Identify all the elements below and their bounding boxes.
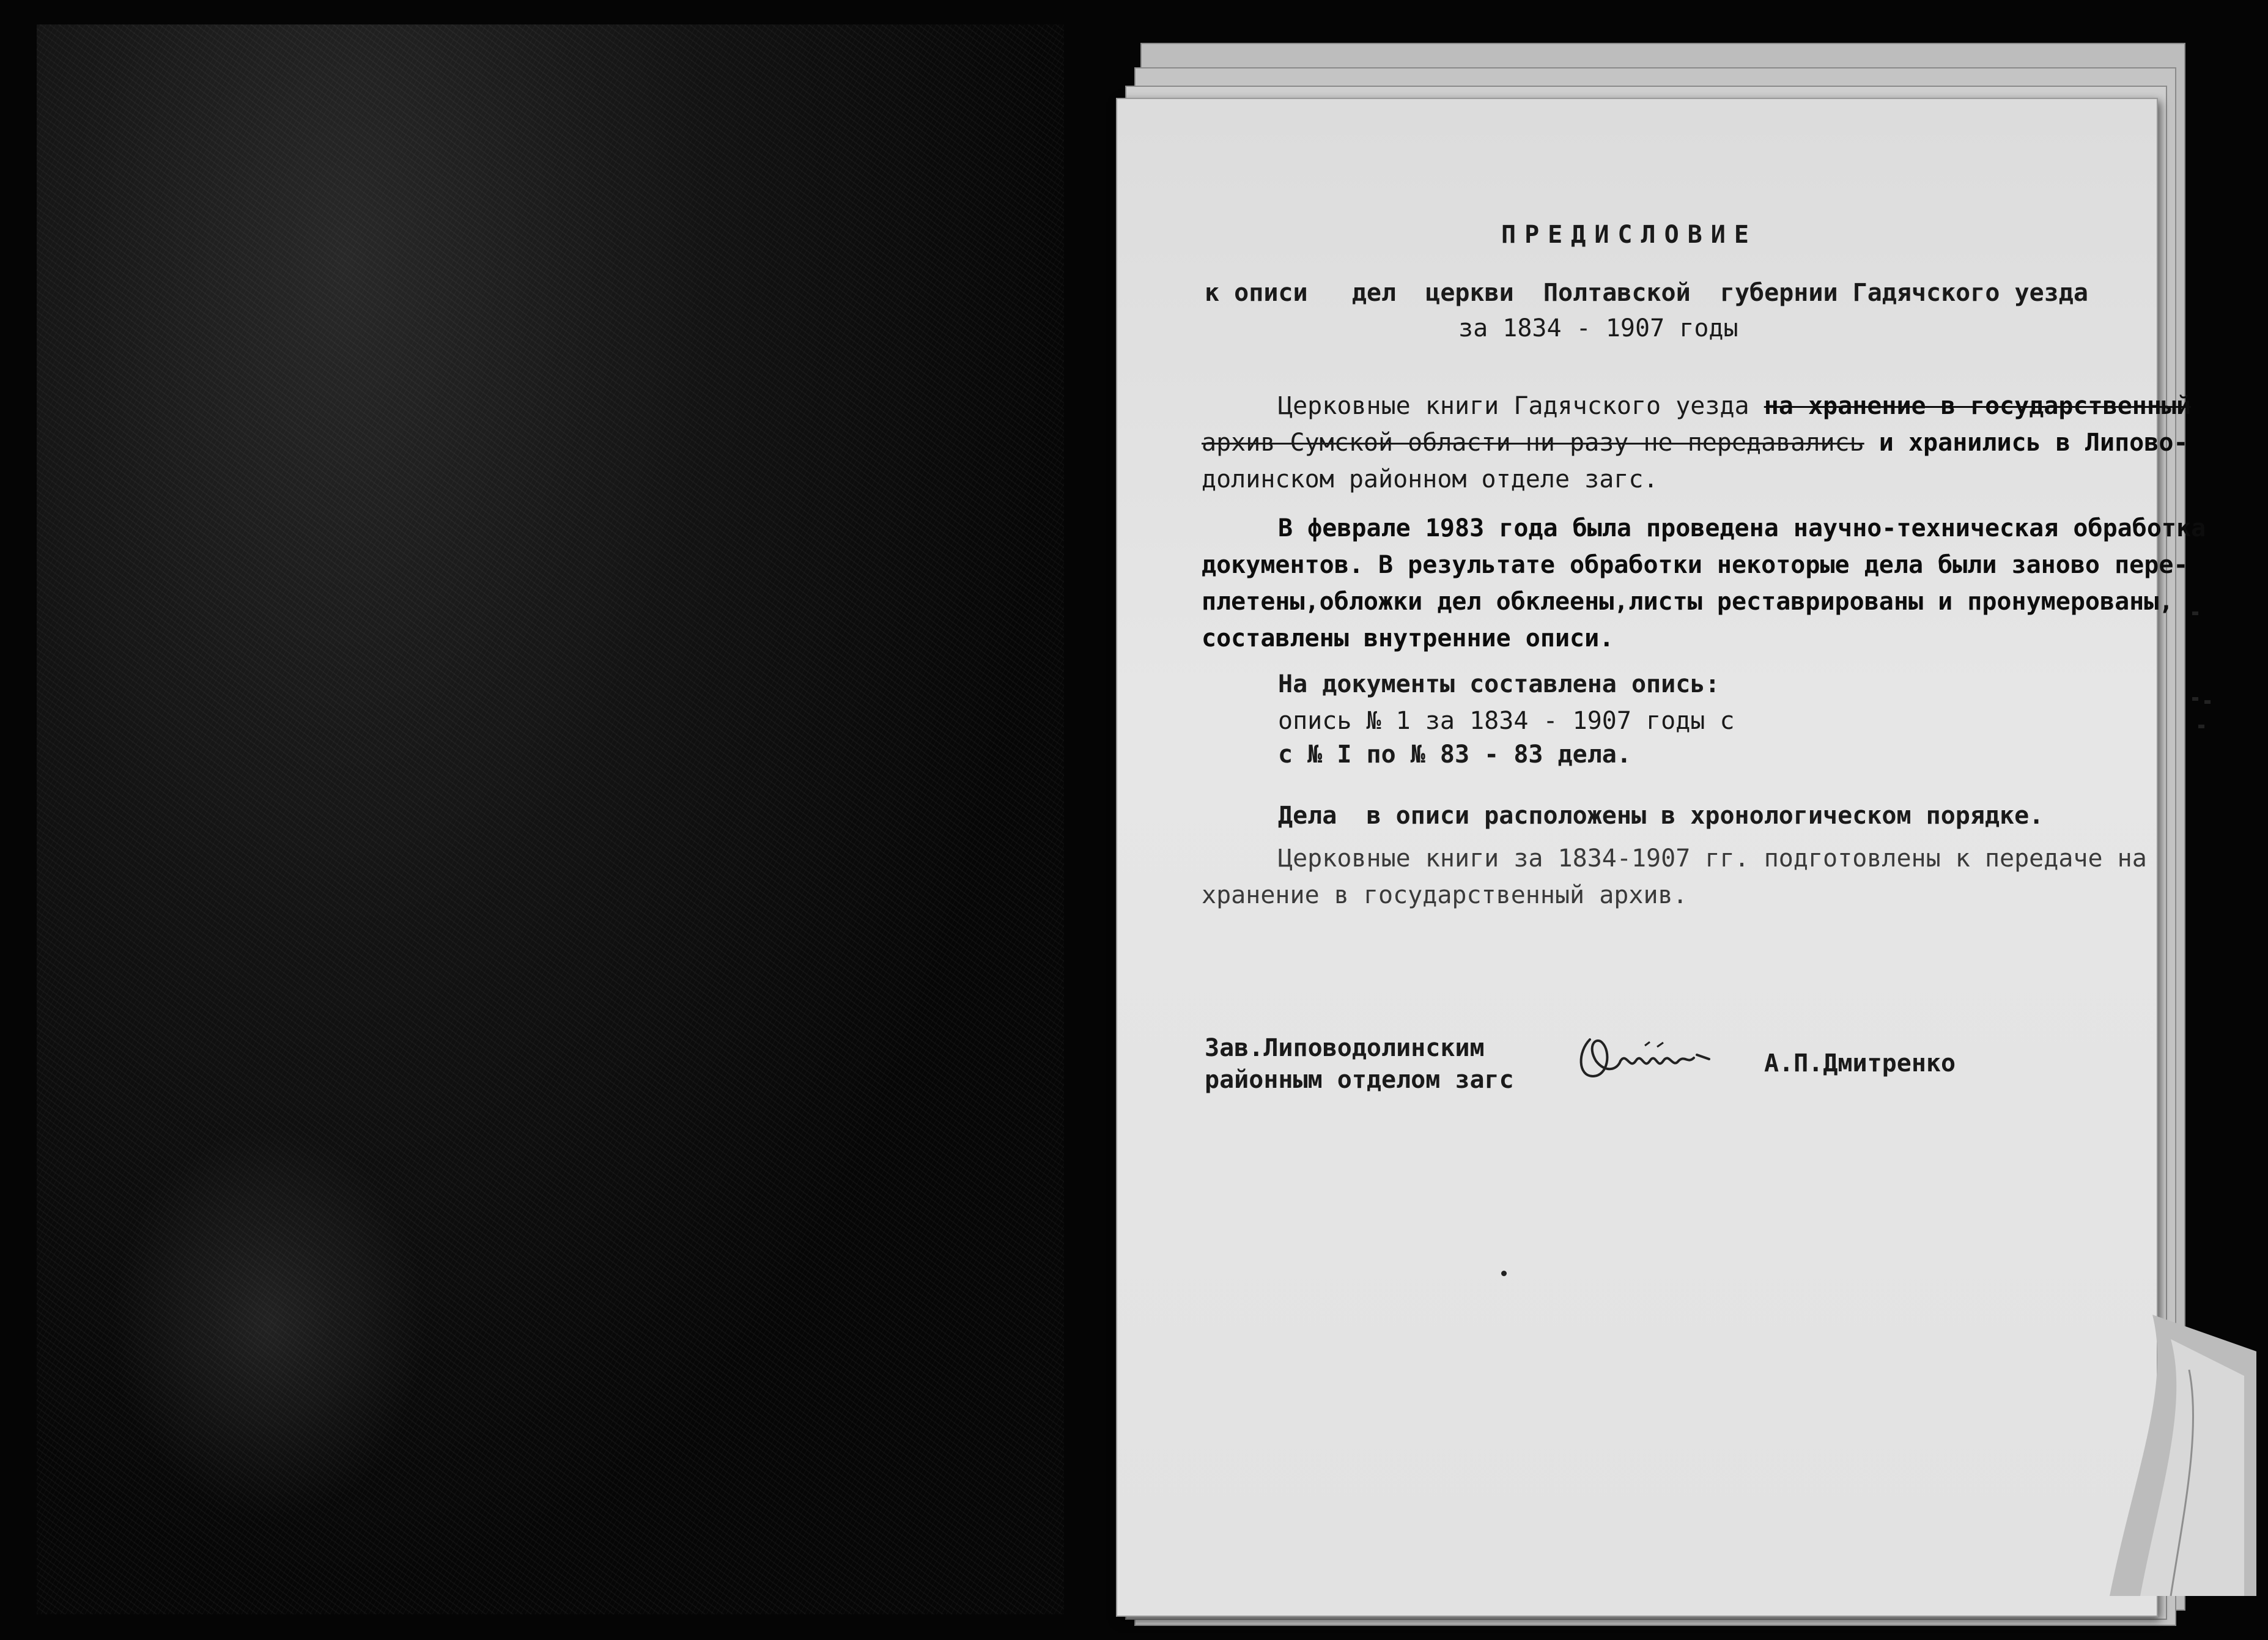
paragraph-5-line-1: Церковные книги за 1834-1907 гг. подготовлены к передаче на	[1278, 844, 2147, 873]
folder-cover	[37, 24, 1064, 1614]
edge-mark	[2192, 697, 2198, 701]
paragraph-3-line-1: На документы составлена опись:	[1278, 670, 1720, 698]
document-subtitle-years: за 1834 - 1907 годы	[1458, 314, 1738, 342]
page-curl	[2097, 1315, 2256, 1596]
paragraph-5-line-2: хранение в государственный архив.	[1202, 881, 1688, 909]
paragraph-2-line-4: составлены внутренние описи.	[1202, 624, 1614, 652]
paragraph-2-line-2: документов. В результате обработки некоторые дела были заново пере-	[1202, 551, 2189, 579]
paragraph-4: Дела в описи расположены в хронологическом порядке.	[1278, 802, 2044, 830]
handwritten-signature	[1572, 1027, 1724, 1095]
edge-mark	[2192, 611, 2198, 615]
ink-dot	[1501, 1271, 1507, 1276]
cover-wear-mark	[110, 1125, 428, 1523]
document-title: ПРЕДИСЛОВИЕ	[1501, 221, 1757, 249]
paragraph-3-line-2: опись № 1 за 1834 - 1907 годы с	[1278, 707, 1735, 735]
paragraph-1-line-3: долинском районном отделе загс.	[1202, 465, 1658, 493]
paragraph-3-line-3: с № I по № 83 - 83 дела.	[1278, 741, 1631, 769]
edge-mark	[2198, 725, 2204, 728]
paragraph-1-line-1	[1278, 391, 2191, 421]
signatory-position-line-1: Зав.Липоводолинским	[1205, 1034, 1485, 1062]
paragraph-2-line-1: В феврале 1983 года была проведена научно-техническая обработка	[1278, 514, 2206, 542]
signatory-name: А.П.Дмитренко	[1764, 1049, 1956, 1077]
paragraph-2-line-3: плетены,обложки дел обклеены,листы реставрированы и пронумерованы,	[1202, 588, 2174, 616]
document-subtitle: к описи дел церкви Полтавской губернии Гадячского уезда	[1205, 279, 2088, 307]
struck-text: архив Сумской области ни разу не передавались	[1202, 429, 1864, 457]
paragraph-1-line-2	[1202, 428, 2189, 457]
paragraph-1-text: Церковные книги Гадячского уезда	[1278, 392, 1764, 420]
edge-mark	[2204, 700, 2211, 704]
signatory-position-line-2: районным отделом загс	[1205, 1066, 1514, 1094]
paragraph-1-text: и хранились в Липово-	[1864, 429, 2189, 457]
struck-text: на хранение в государственный	[1764, 392, 2192, 420]
